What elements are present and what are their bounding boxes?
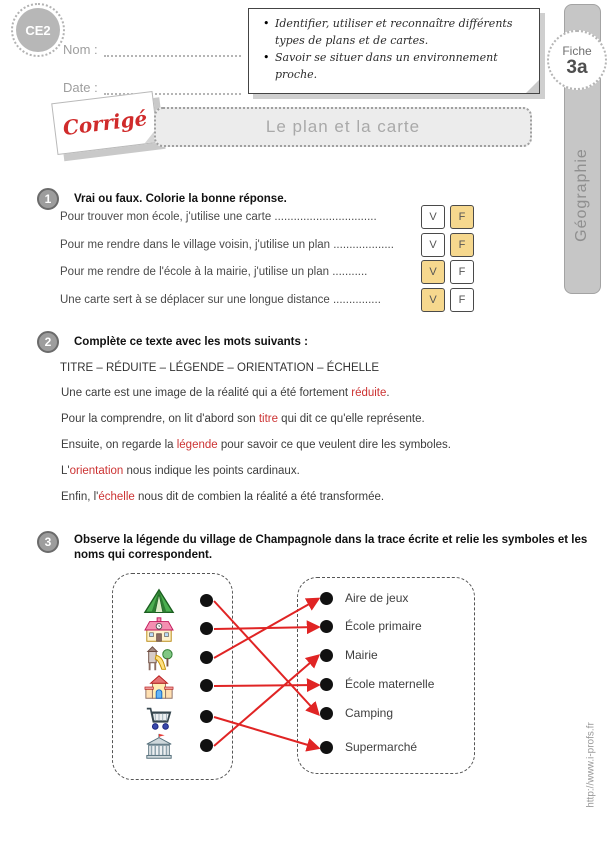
v-box[interactable]: V [421,288,445,312]
answer-word: orientation [69,465,124,477]
website-url: http://www.i-profs.fr [585,722,597,808]
name-label: Nom : [63,42,98,57]
vf-pair [421,205,474,229]
q3-number-badge [37,531,59,553]
nursery-school-icon [143,672,175,702]
f-box[interactable]: F [450,260,474,284]
fiche-label: Fiche [562,43,592,58]
f-box[interactable]: F [450,233,474,257]
q2-number-badge [37,331,59,353]
match-label: École maternelle [345,677,435,691]
q1-number: 1 [44,192,52,206]
symbol-dot-playground[interactable] [200,651,213,664]
sentence-text: Une carte est une image de la réalité qui a été fortement [61,387,352,399]
q2-sentence [61,387,390,399]
label-dot-ecole-primaire[interactable] [320,620,333,633]
label-dot-supermarche[interactable] [320,741,333,754]
q2-sentence [61,465,300,477]
corrige-stamp-label: Corrigé [61,105,149,141]
objective-item: • Savoir se situer dans un environnement proche. [263,49,529,83]
worksheet-title-box [154,107,532,147]
q1-number-badge [37,188,59,210]
sentence-text: nous dit de combien la réalité a été transformée. [134,491,385,503]
town-hall-icon [143,732,175,762]
label-dot-camping[interactable] [320,707,333,720]
subject-label: Géographie [573,148,590,242]
q2-word-bank: TITRE – RÉDUITE – LÉGENDE – ORIENTATION – ÉCHELLE [60,362,380,374]
sentence-text: L' [61,465,70,477]
level-badge-label: CE2 [25,22,51,38]
answer-word: titre [258,413,278,425]
label-dot-mairie[interactable] [320,649,333,662]
name-input-line[interactable] [104,43,241,57]
playground-icon [143,644,175,674]
q3-number: 3 [44,535,52,549]
q2-heading: Complète ce texte avec les mots suivants : [74,336,308,348]
fiche-badge [547,30,607,90]
date-label: Date : [63,80,98,95]
symbol-dot-town-hall[interactable] [200,739,213,752]
match-label: Aire de jeux [345,591,409,605]
sentence-text: nous indique les points cardinaux. [123,465,300,477]
q2-sentence [61,413,425,425]
q1-statement: Pour me rendre dans le village voisin, j'utilise un plan ................... [60,239,394,251]
camping-tent-icon [143,587,175,617]
q2-sentence [61,439,451,451]
label-dot-aire-de-jeux[interactable] [320,592,333,605]
fiche-number: 3a [566,56,588,78]
match-label: Camping [345,706,394,720]
v-box[interactable]: V [421,233,445,257]
folded-corner [526,80,539,93]
name-field[interactable] [63,42,241,57]
v-box[interactable]: V [421,205,445,229]
q1-statement: Pour me rendre de l'école à la mairie, j'utilise un plan ........... [60,266,368,278]
symbol-dot-camping[interactable] [200,594,213,607]
q1-statement: Une carte sert à se déplacer sur une longue distance ............... [60,294,381,306]
q1-statement: Pour trouver mon école, j'utilise une carte ................................ [60,211,377,223]
objectives-list [263,15,529,83]
match-label: Mairie [345,648,378,662]
v-box[interactable]: V [421,260,445,284]
objectives-note [248,8,540,94]
answer-word: échelle [98,491,135,503]
sentence-text: pour savoir ce que veulent dire les symboles. [217,439,451,451]
shopping-cart-icon [143,703,175,733]
f-box[interactable]: F [450,205,474,229]
date-input-line[interactable] [104,81,241,95]
answer-word: réduite [351,387,387,399]
q3-heading: Observe la légende du village de Champagnole dans la trace écrite et relie les symboles et les noms qui correspondent. [74,534,588,561]
q2-number: 2 [44,335,52,349]
label-dot-ecole-maternelle[interactable] [320,678,333,691]
vf-pair [421,233,474,257]
symbol-dot-nursery-school[interactable] [200,679,213,692]
sentence-text: . [386,387,390,399]
match-label: École primaire [345,619,422,633]
symbol-dot-shopping-cart[interactable] [200,710,213,723]
corrige-stamp [51,91,159,155]
worksheet-title: Le plan et la carte [265,117,421,136]
vf-pair [421,260,474,284]
symbol-dot-primary-school[interactable] [200,622,213,635]
sentence-text: Enfin, l' [61,491,99,503]
vf-pair [421,288,474,312]
match-label: Supermarché [345,740,418,754]
objective-item: • Identifier, utiliser et reconnaître différents types de plans et de cartes. [263,15,529,49]
sentence-text: Pour la comprendre, on lit d'abord son [61,413,259,425]
primary-school-icon [143,615,175,645]
sentence-text: qui dit ce qu'elle représente. [277,413,425,425]
sentence-text: Ensuite, on regarde la [61,439,177,451]
answer-word: légende [176,439,218,451]
q2-sentence [61,491,384,503]
level-badge [16,8,60,52]
f-box[interactable]: F [450,288,474,312]
q1-heading: Vrai ou faux. Colorie la bonne réponse. [74,193,287,205]
